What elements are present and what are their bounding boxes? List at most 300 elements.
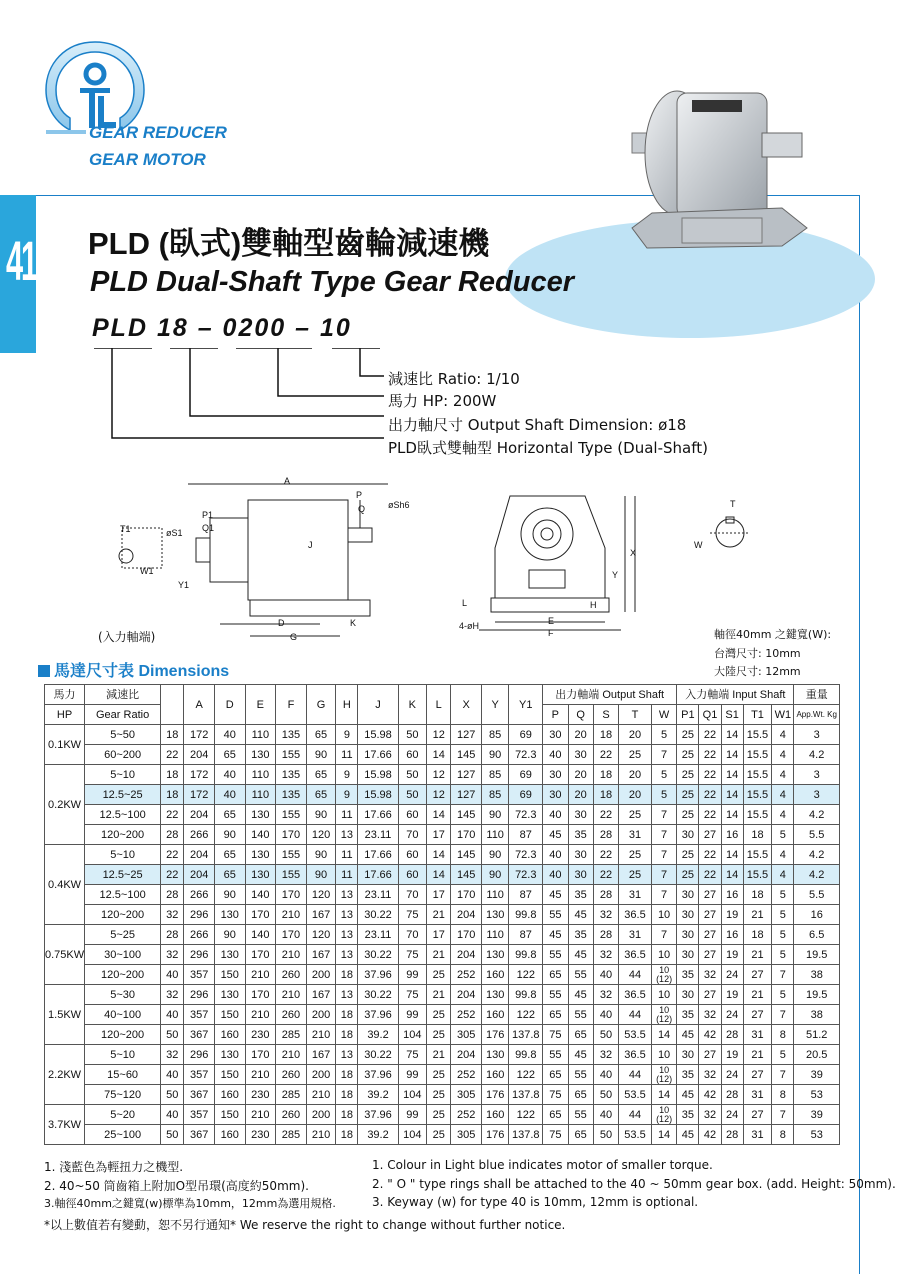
value-cell: 65 xyxy=(306,785,336,805)
value-cell: 200 xyxy=(306,1105,336,1125)
value-cell: 55 xyxy=(543,1045,568,1065)
value-cell: 90 xyxy=(306,745,336,765)
value-cell: 204 xyxy=(184,845,215,865)
value-cell: 65 xyxy=(306,765,336,785)
table-row xyxy=(45,1085,840,1105)
value-cell: 104 xyxy=(398,1125,427,1145)
value-cell: 4 xyxy=(772,785,794,805)
value-cell: 167 xyxy=(306,945,336,965)
value-cell: 140 xyxy=(245,825,276,845)
value-cell: 13 xyxy=(336,985,358,1005)
dim-label-Y: Y xyxy=(612,570,619,580)
value-cell: 367 xyxy=(184,1025,215,1045)
value-cell: 15.98 xyxy=(358,785,398,805)
value-cell: 24 xyxy=(721,1005,743,1025)
value-cell: 160 xyxy=(214,1025,245,1045)
value-cell: 160 xyxy=(214,1125,245,1145)
ratio-cell: 120~200 xyxy=(85,1025,161,1045)
dim-label-P: P xyxy=(356,490,363,500)
value-cell: 30 xyxy=(543,785,568,805)
value-cell: 15.5 xyxy=(743,865,772,885)
value-cell: 12 xyxy=(427,785,451,805)
value-cell: 21 xyxy=(743,905,772,925)
table-row xyxy=(45,885,840,905)
value-cell: 32 xyxy=(699,1005,721,1025)
dim-label-L: L xyxy=(462,598,468,608)
value-cell: 27 xyxy=(699,885,721,905)
value-cell: 45 xyxy=(568,1045,593,1065)
value-cell: 9 xyxy=(336,765,358,785)
value-cell: 40 xyxy=(543,865,568,885)
ratio-cell: 60~200 xyxy=(85,745,161,765)
value-cell: 210 xyxy=(245,1005,276,1025)
value-cell: 110 xyxy=(245,725,276,745)
col-header-K: K xyxy=(398,685,427,725)
value-cell: 22 xyxy=(699,865,721,885)
value-cell: 14 xyxy=(651,1025,676,1045)
col-header-P: P xyxy=(543,705,568,725)
value-cell: 22 xyxy=(161,745,184,765)
value-cell: 50 xyxy=(593,1025,618,1045)
value-cell: 55 xyxy=(568,1005,593,1025)
value-cell: 39.2 xyxy=(358,1085,398,1105)
note-zh-1: 1. 淺藍色為輕扭力之機型. xyxy=(44,1160,184,1174)
value-cell: 39 xyxy=(794,1105,840,1125)
value-cell: 50 xyxy=(593,1085,618,1105)
col-header-S1: S1 xyxy=(721,705,743,725)
value-cell: 72.3 xyxy=(509,745,543,765)
value-cell: 137.8 xyxy=(509,1025,543,1045)
value-cell: 170 xyxy=(451,825,482,845)
value-cell: 4.2 xyxy=(794,845,840,865)
value-cell: 357 xyxy=(184,1105,215,1125)
value-cell: 87 xyxy=(509,825,543,845)
value-cell: 50 xyxy=(161,1085,184,1105)
value-cell: 210 xyxy=(245,1065,276,1085)
col-header-W1: W1 xyxy=(772,705,794,725)
ratio-cell: 40~100 xyxy=(85,1005,161,1025)
value-cell: 40 xyxy=(543,805,568,825)
value-cell: 50 xyxy=(398,765,427,785)
value-cell: 8 xyxy=(772,1025,794,1045)
value-cell: 22 xyxy=(161,805,184,825)
value-cell: 10 xyxy=(651,905,676,925)
col-header-T: T xyxy=(619,705,652,725)
value-cell: 120 xyxy=(306,925,336,945)
col-header-T1: T1 xyxy=(743,705,772,725)
value-cell: 38 xyxy=(794,1005,840,1025)
value-cell: 65 xyxy=(568,1085,593,1105)
value-cell: 170 xyxy=(245,985,276,1005)
value-cell: 7 xyxy=(651,825,676,845)
value-cell: 19 xyxy=(721,1045,743,1065)
value-cell: 90 xyxy=(214,825,245,845)
col-header-Q: Q xyxy=(568,705,593,725)
value-cell: 296 xyxy=(184,905,215,925)
value-cell: 40 xyxy=(593,1065,618,1085)
front-view-drawing xyxy=(455,488,655,638)
value-cell: 140 xyxy=(245,885,276,905)
value-cell: 45 xyxy=(677,1085,699,1105)
value-cell: 120 xyxy=(306,885,336,905)
value-cell: 37.96 xyxy=(358,1065,398,1085)
value-cell: 40 xyxy=(214,785,245,805)
value-cell: 160 xyxy=(481,1065,508,1085)
value-cell: 35 xyxy=(677,1105,699,1125)
table-row xyxy=(45,785,840,805)
value-cell: 40 xyxy=(161,1065,184,1085)
legend-hp: 馬力 HP: 200W xyxy=(388,392,497,410)
table-header-row-1 xyxy=(45,685,840,705)
value-cell: 27 xyxy=(743,1005,772,1025)
value-cell: 17 xyxy=(427,925,451,945)
ratio-cell: 5~30 xyxy=(85,985,161,1005)
ratio-cell: 120~200 xyxy=(85,825,161,845)
value-cell: 15.98 xyxy=(358,725,398,745)
value-cell: 150 xyxy=(214,1065,245,1085)
value-cell: 21 xyxy=(743,1045,772,1065)
value-cell: 65 xyxy=(543,1105,568,1125)
value-cell: 18 xyxy=(336,1025,358,1045)
value-cell: 21 xyxy=(427,1045,451,1065)
value-cell: 25 xyxy=(677,725,699,745)
value-cell: 13 xyxy=(336,885,358,905)
value-cell: 44 xyxy=(619,1065,652,1085)
table-row xyxy=(45,1005,840,1025)
value-cell: 285 xyxy=(276,1085,307,1105)
value-cell: 21 xyxy=(743,985,772,1005)
value-cell: 53.5 xyxy=(619,1025,652,1045)
value-cell: 18 xyxy=(336,965,358,985)
value-cell: 30 xyxy=(568,745,593,765)
value-cell: 367 xyxy=(184,1085,215,1105)
value-cell: 4 xyxy=(772,805,794,825)
value-cell: 31 xyxy=(619,885,652,905)
value-cell: 22 xyxy=(593,745,618,765)
col-header-blank xyxy=(161,685,184,725)
value-cell: 85 xyxy=(481,765,508,785)
value-cell: 55 xyxy=(568,1105,593,1125)
value-cell: 45 xyxy=(568,985,593,1005)
value-cell: 14 xyxy=(721,785,743,805)
product-photo xyxy=(622,78,822,268)
value-cell: 200 xyxy=(306,1065,336,1085)
dim-label-Q1: Q1 xyxy=(202,523,215,533)
weight-header-zh: 重量 xyxy=(794,685,840,705)
value-cell: 210 xyxy=(276,905,307,925)
value-cell: 45 xyxy=(543,825,568,845)
keyway-note-3: 大陸尺寸: 12mm xyxy=(714,665,801,678)
value-cell: 65 xyxy=(543,1065,568,1085)
value-cell: 150 xyxy=(214,1005,245,1025)
value-cell: 8 xyxy=(772,1125,794,1145)
value-cell: 44 xyxy=(619,1105,652,1125)
value-cell: 27 xyxy=(699,905,721,925)
value-cell: 16 xyxy=(721,825,743,845)
value-cell: 110 xyxy=(481,925,508,945)
value-cell: 45 xyxy=(543,885,568,905)
col-header-X: X xyxy=(451,685,482,725)
value-cell: 35 xyxy=(677,965,699,985)
value-cell: 55 xyxy=(568,965,593,985)
dim-label-Y1: Y1 xyxy=(178,580,190,590)
value-cell: 18 xyxy=(743,825,772,845)
value-cell: 104 xyxy=(398,1025,427,1045)
value-cell: 25 xyxy=(677,845,699,865)
value-cell: 50 xyxy=(161,1125,184,1145)
value-cell: 204 xyxy=(184,745,215,765)
value-cell: 22 xyxy=(593,845,618,865)
value-cell: 7 xyxy=(772,1005,794,1025)
value-cell: 160 xyxy=(214,1085,245,1105)
value-cell: 145 xyxy=(451,805,482,825)
value-cell: 122 xyxy=(509,1065,543,1085)
value-cell: 85 xyxy=(481,725,508,745)
value-cell: 99 xyxy=(398,965,427,985)
value-cell: 252 xyxy=(451,1065,482,1085)
value-cell: 31 xyxy=(743,1085,772,1105)
value-cell: 40 xyxy=(161,1105,184,1125)
value-cell: 65 xyxy=(214,805,245,825)
value-cell: 305 xyxy=(451,1125,482,1145)
value-cell: 22 xyxy=(699,845,721,865)
value-cell: 70 xyxy=(398,925,427,945)
value-cell: 25 xyxy=(427,1065,451,1085)
value-cell: 18 xyxy=(593,725,618,745)
value-cell: 230 xyxy=(245,1025,276,1045)
value-cell: 204 xyxy=(184,865,215,885)
table-row xyxy=(45,1025,840,1045)
value-cell: 14 xyxy=(721,745,743,765)
value-cell: 37.96 xyxy=(358,1105,398,1125)
value-cell: 130 xyxy=(481,985,508,1005)
value-cell: 155 xyxy=(276,805,307,825)
table-row xyxy=(45,945,840,965)
value-cell: 53.5 xyxy=(619,1085,652,1105)
value-cell: 75 xyxy=(398,985,427,1005)
value-cell: 40 xyxy=(161,1005,184,1025)
ratio-header-en: Gear Ratio xyxy=(85,705,161,725)
value-cell: 4 xyxy=(772,745,794,765)
value-cell: 30 xyxy=(568,805,593,825)
value-cell: 18 xyxy=(161,785,184,805)
ratio-cell: 12.5~25 xyxy=(85,865,161,885)
table-row xyxy=(45,1125,840,1145)
value-cell: 17.66 xyxy=(358,745,398,765)
ratio-cell: 120~200 xyxy=(85,965,161,985)
value-cell: 32 xyxy=(593,985,618,1005)
model-code: PLD 18 – 0200 – 10 xyxy=(92,314,352,342)
value-cell: 5.5 xyxy=(794,825,840,845)
value-cell: 296 xyxy=(184,1045,215,1065)
value-cell: 22 xyxy=(699,725,721,745)
value-cell: 30 xyxy=(677,885,699,905)
value-cell: 7 xyxy=(651,745,676,765)
ratio-cell: 12.5~25 xyxy=(85,785,161,805)
ratio-cell: 12.5~100 xyxy=(85,885,161,905)
value-cell: 122 xyxy=(509,1005,543,1025)
value-cell: 25 xyxy=(619,745,652,765)
value-cell: 72.3 xyxy=(509,865,543,885)
value-cell: 266 xyxy=(184,825,215,845)
value-cell: 210 xyxy=(306,1085,336,1105)
value-cell: 35 xyxy=(568,825,593,845)
value-cell: 85 xyxy=(481,785,508,805)
value-cell: 25 xyxy=(619,865,652,885)
value-cell: 25 xyxy=(677,785,699,805)
value-cell: 5 xyxy=(651,785,676,805)
value-cell: 260 xyxy=(276,1005,307,1025)
weight-header-en: App.Wt. Kg xyxy=(794,705,840,725)
value-cell: 7 xyxy=(651,925,676,945)
value-cell: 90 xyxy=(481,805,508,825)
value-cell: 18 xyxy=(161,765,184,785)
hp-cell: 2.2KW xyxy=(45,1045,85,1105)
value-cell: 305 xyxy=(451,1025,482,1045)
dim-label-D: D xyxy=(278,618,285,628)
value-cell: 20 xyxy=(619,785,652,805)
value-cell: 176 xyxy=(481,1085,508,1105)
ratio-cell: 5~20 xyxy=(85,1105,161,1125)
value-cell: 30 xyxy=(677,985,699,1005)
value-cell: 296 xyxy=(184,985,215,1005)
value-cell: 210 xyxy=(245,965,276,985)
value-cell: 170 xyxy=(276,825,307,845)
value-cell: 69 xyxy=(509,785,543,805)
table-row xyxy=(45,1045,840,1065)
col-header-P1: P1 xyxy=(677,705,699,725)
value-cell: 31 xyxy=(743,1125,772,1145)
value-cell: 17 xyxy=(427,885,451,905)
value-cell: 20 xyxy=(619,765,652,785)
value-cell: 19.5 xyxy=(794,945,840,965)
value-cell: 15.5 xyxy=(743,725,772,745)
hp-cell: 0.4KW xyxy=(45,845,85,925)
table-row xyxy=(45,725,840,745)
value-cell: 130 xyxy=(481,945,508,965)
value-cell: 7 xyxy=(651,885,676,905)
value-cell: 53 xyxy=(794,1125,840,1145)
value-cell: 75 xyxy=(543,1125,568,1145)
dim-label-A: A xyxy=(284,476,291,486)
value-cell: 210 xyxy=(306,1125,336,1145)
value-cell: 10 (12) xyxy=(651,1105,676,1125)
value-cell: 32 xyxy=(699,1105,721,1125)
value-cell: 210 xyxy=(276,945,307,965)
value-cell: 40 xyxy=(543,745,568,765)
value-cell: 12 xyxy=(427,765,451,785)
col-header-A: A xyxy=(184,685,215,725)
value-cell: 27 xyxy=(699,985,721,1005)
legend-output-shaft: 出力軸尺寸 Output Shaft Dimension: ø18 xyxy=(388,416,687,434)
square-bullet-icon xyxy=(38,665,50,677)
value-cell: 252 xyxy=(451,1105,482,1125)
value-cell: 176 xyxy=(481,1125,508,1145)
value-cell: 22 xyxy=(161,865,184,885)
value-cell: 10 (12) xyxy=(651,1005,676,1025)
value-cell: 135 xyxy=(276,725,307,745)
value-cell: 42 xyxy=(699,1125,721,1145)
value-cell: 45 xyxy=(677,1125,699,1145)
value-cell: 9 xyxy=(336,725,358,745)
value-cell: 110 xyxy=(245,765,276,785)
value-cell: 357 xyxy=(184,965,215,985)
value-cell: 14 xyxy=(721,805,743,825)
value-cell: 28 xyxy=(721,1025,743,1045)
value-cell: 14 xyxy=(651,1085,676,1105)
value-cell: 22 xyxy=(593,865,618,885)
value-cell: 40 xyxy=(593,1105,618,1125)
value-cell: 28 xyxy=(593,885,618,905)
value-cell: 65 xyxy=(568,1125,593,1145)
value-cell: 170 xyxy=(276,885,307,905)
value-cell: 51.2 xyxy=(794,1025,840,1045)
value-cell: 14 xyxy=(427,805,451,825)
legend-type: PLD臥式雙軸型 Horizontal Type (Dual-Shaft) xyxy=(388,439,708,457)
col-header-F: F xyxy=(276,685,307,725)
table-row xyxy=(45,845,840,865)
value-cell: 55 xyxy=(543,905,568,925)
value-cell: 170 xyxy=(451,925,482,945)
col-header-H: H xyxy=(336,685,358,725)
value-cell: 10 (12) xyxy=(651,1065,676,1085)
value-cell: 285 xyxy=(276,1125,307,1145)
value-cell: 31 xyxy=(619,925,652,945)
value-cell: 24 xyxy=(721,1065,743,1085)
value-cell: 5.5 xyxy=(794,885,840,905)
value-cell: 53 xyxy=(794,1085,840,1105)
value-cell: 90 xyxy=(306,865,336,885)
value-cell: 3 xyxy=(794,765,840,785)
value-cell: 127 xyxy=(451,765,482,785)
value-cell: 30.22 xyxy=(358,945,398,965)
value-cell: 127 xyxy=(451,725,482,745)
value-cell: 5 xyxy=(772,885,794,905)
value-cell: 14 xyxy=(721,845,743,865)
table-row xyxy=(45,1065,840,1085)
value-cell: 99.8 xyxy=(509,1045,543,1065)
value-cell: 15.5 xyxy=(743,765,772,785)
note-zh-3: 3.軸徑40mm之鍵寬(w)標準為10mm，12mm為選用規格. xyxy=(44,1197,336,1210)
value-cell: 24 xyxy=(721,1105,743,1125)
hp-cell: 0.2KW xyxy=(45,765,85,845)
ratio-cell: 5~10 xyxy=(85,845,161,865)
value-cell: 170 xyxy=(245,905,276,925)
col-header-L: L xyxy=(427,685,451,725)
value-cell: 65 xyxy=(543,1005,568,1025)
value-cell: 25 xyxy=(619,845,652,865)
value-cell: 30.22 xyxy=(358,905,398,925)
dim-label-Sh6: øSh6 xyxy=(388,500,410,510)
value-cell: 99.8 xyxy=(509,945,543,965)
value-cell: 25 xyxy=(427,1025,451,1045)
col-header-W: W xyxy=(651,705,676,725)
col-header-Y1: Y1 xyxy=(509,685,543,725)
ratio-cell: 25~100 xyxy=(85,1125,161,1145)
value-cell: 204 xyxy=(451,945,482,965)
value-cell: 28 xyxy=(161,885,184,905)
value-cell: 285 xyxy=(276,1025,307,1045)
value-cell: 60 xyxy=(398,745,427,765)
value-cell: 204 xyxy=(184,805,215,825)
value-cell: 32 xyxy=(161,945,184,965)
table-row xyxy=(45,985,840,1005)
value-cell: 145 xyxy=(451,745,482,765)
value-cell: 230 xyxy=(245,1085,276,1105)
table-row xyxy=(45,805,840,825)
value-cell: 45 xyxy=(543,925,568,945)
value-cell: 13 xyxy=(336,1045,358,1065)
